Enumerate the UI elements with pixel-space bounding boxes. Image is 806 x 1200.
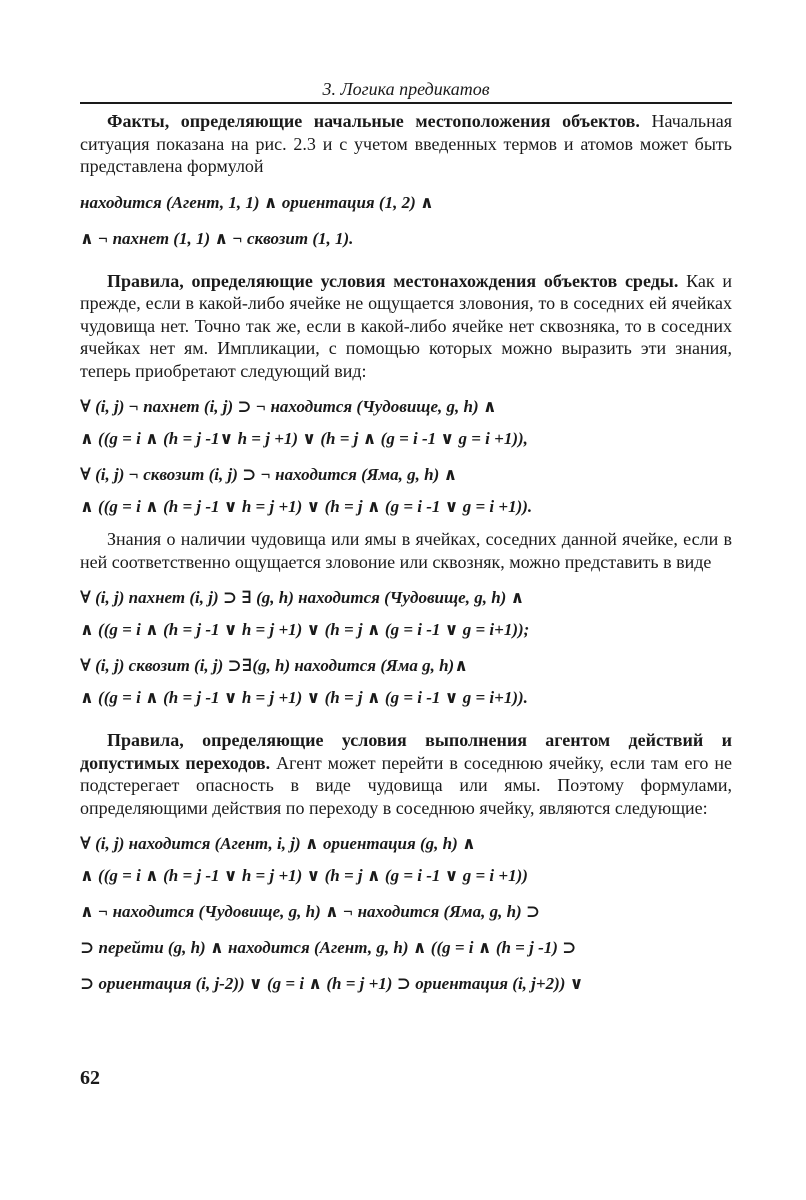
paragraph-text: Начальная ситуация показана на рис. 2.3 и с учетом введенных термов и атомов может быть представлена формулой [80,111,733,176]
formula-line: ∧ ((g = i ∧ (h = j -1 ∨ h = j +1) ∨ (h = j ∧ (g = i -1 ∨ g = i+1)); [80,620,530,639]
formula-line: ∧ ¬ находится (Чудовище, g, h) ∧ ¬ находится (Яма, g, h) ⊃ [80,902,541,921]
formula-line: ∧ ((g = i ∧ (h = j -1 ∨ h = j +1) ∨ (h = j ∧ (g = i -1 ∨ g = i +1)) [80,866,528,885]
formula-line: ⊃ ориентация (i, j-2)) ∨ (g = i ∧ (h = j +1) ⊃ ориентация (i, j+2)) ∨ [80,974,584,993]
page-body [80,110,732,995]
formula-line: ∀ (i, j) ¬ сквозит (i, j) ⊃ ¬ находится (Яма, g, h) ∧ [80,465,458,484]
formula-line: ∀ (i, j) пахнет (i, j) ⊃ ∃ (g, h) находится (Чудовище, g, h) ∧ [80,588,525,607]
formula-line: ∀ (i, j) находится (Агент, i, j) ∧ ориентация (g, h) ∧ [80,834,476,853]
formula-line: ∀ (i, j) сквозит (i, j) ⊃∃(g, h) находится (Яма g, h)∧ [80,656,469,675]
paragraph-heading: Правила, определяющие условия местонахождения объектов среды. [107,270,679,291]
page-number: 62 [80,1067,100,1089]
paragraph-text: Как и прежде, если в какой-либо ячейке не ощущается зловония, то в соседних ей ячейках чудовища нет. Точно так же, если в какой-либо ячейке нет сквозняка, то в соседних ячейках нет ям. Импликации, с помощью которых можно выразить эти знания, теперь приобретают следующий вид: [80,270,732,381]
paragraph-heading: Правила, определяющие условия выполнения агентом действий и допустимых переходов. [80,730,732,773]
paragraph-presence-knowledge: Знания о наличии чудовища или ямы в ячейках, соседних данной ячейке, если в ней соответственно ощущается зловоние или сквозняк, можно представить в виде [80,529,732,572]
formula-line: ∧ ((g = i ∧ (h = j -1 ∨ h = j +1) ∨ (h = j ∧ (g = i -1 ∨ g = i +1)). [80,497,533,516]
paragraph-text: Агент может перейти в соседнюю ячейку, если там его не подстерегает опасность в виде чудовища или ямы. Поэтому формулами, определяющими действия по переходу в соседнюю ячейку, являются следующие: [80,752,732,818]
formula-line: ∧ ((g = i ∧ (h = j -1∨ h = j +1) ∨ (h = j ∧ (g = i -1 ∨ g = i +1)), [80,429,528,448]
paragraph-heading: Факты, определяющие начальные местоположения объектов. [107,111,640,131]
paragraph-location-rules [80,270,732,383]
running-header: 3. Логика предикатов [322,79,490,99]
header-rule [80,102,732,104]
paragraph-initial-facts [80,110,732,178]
formula-line: находится (Агент, 1, 1) ∧ ориентация (1, 2) ∧ [80,192,434,212]
formula-line: ∀ (i, j) ¬ пахнет (i, j) ⊃ ¬ находится (Чудовище, g, h) ∧ [80,397,497,416]
formula-line: ⊃ перейти (g, h) ∧ находится (Агент, g, h) ∧ ((g = i ∧ (h = j -1) ⊃ [80,938,577,957]
formula-line: ∧ ((g = i ∧ (h = j -1 ∨ h = j +1) ∨ (h = j ∧ (g = i -1 ∨ g = i+1)). [80,688,528,707]
paragraph-action-rules [80,729,732,819]
formula-line: ∧ ¬ пахнет (1, 1) ∧ ¬ сквозит (1, 1). [80,228,354,248]
